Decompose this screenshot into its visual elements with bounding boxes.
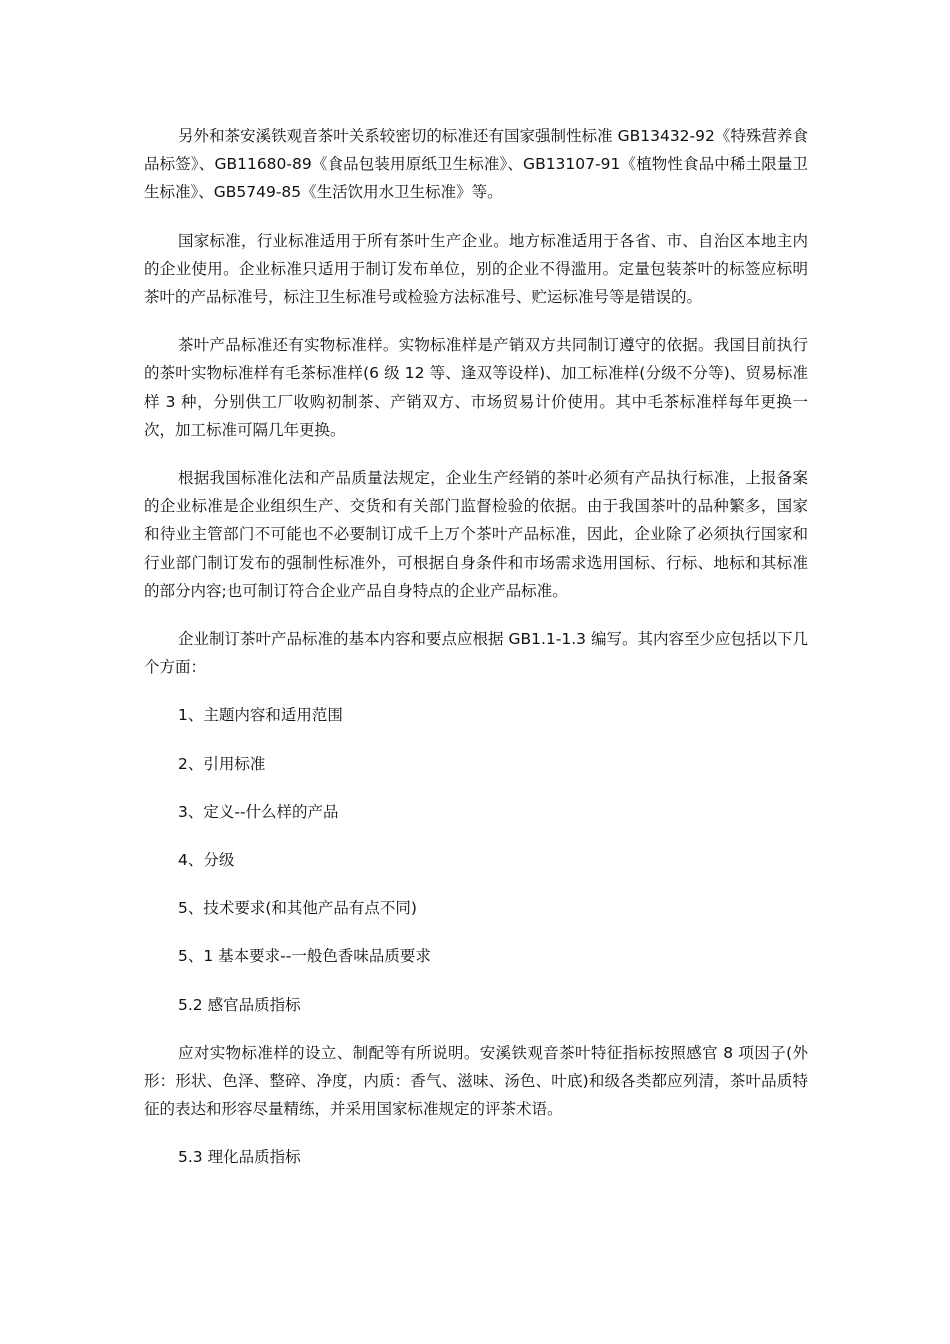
list-item: 2、引用标准	[178, 754, 266, 773]
paragraph-related-standards: 另外和茶安溪铁观音茶叶关系较密切的标准还有国家强制性标准 GB13432-92《特殊营养食品标签》、GB11680-89《食品包装用原纸卫生标准》、GB13107-91《植物性食品中稀土限量卫生标准》、GB5749-85《生活饮用水卫生标准》等。	[144, 127, 808, 202]
list-item: 1、主题内容和适用范围	[178, 706, 343, 725]
paragraph-physical-samples: 茶叶产品标准还有实物标准样。实物标准样是产销双方共同制订遵守的依据。我国目前执行的茶叶实物标准样有毛茶标准样(6 级 12 等、逢双等设样)、加工标准样(分级不分等)、贸易标准样 3 种，分别供工厂收购初制茶、产销双方、市场贸易计价使用。其中毛茶标准样每年更换一次，加工标准可隔几年更换。	[144, 336, 808, 439]
document-body	[144, 122, 808, 1172]
paragraph-enterprise-standards: 根据我国标准化法和产品质量法规定，企业生产经销的茶叶必须有产品执行标准，上报备案的企业标准是企业组织生产、交货和有关部门监督检验的依据。由于我国茶叶的品种繁多，国家和待业主管部门不可能也不必要制订成千上万个茶叶产品标准，因此，企业除了必须执行国家和行业部门制订发布的强制性标准外，可根据自身条件和市场需求选用国标、行标、地标和其标准的部分内容;也可制订符合企业产品自身特点的企业产品标准。	[144, 469, 808, 600]
list-item: 5、1 基本要求--一般色香味品质要求	[178, 947, 431, 966]
paragraph-sensory-indicators: 应对实物标准样的设立、制配等有所说明。安溪铁观音茶叶特征指标按照感官 8 项因子(外形：形状、色泽、整碎、净度，内质：香气、滋味、汤色、叶底)和级各类都应列清，茶叶品质特征的表达和形容尽量精练，并采用国家标准规定的评茶术语。	[144, 1043, 808, 1119]
list-item: 4、分级	[178, 851, 235, 870]
paragraph-standard-contents-intro: 企业制订茶叶产品标准的基本内容和要点应根据 GB1.1-1.3 编写。其内容至少应包括以下几个方面：	[144, 630, 808, 677]
list-item: 5、技术要求(和其他产品有点不同)	[178, 899, 417, 918]
list-item: 3、定义--什么样的产品	[178, 802, 339, 821]
paragraph-standard-scope: 国家标准，行业标准适用于所有茶叶生产企业。地方标准适用于各省、市、自治区本地主内的企业使用。企业标准只适用于制订发布单位，别的企业不得滥用。定量包装茶叶的标签应标明茶叶的产品标准号，标注卫生标准号或检验方法标准号、贮运标准号等是错误的。	[144, 231, 808, 307]
list-item: 5.3 理化品质指标	[178, 1148, 301, 1167]
list-item: 5.2 感官品质指标	[178, 995, 301, 1014]
